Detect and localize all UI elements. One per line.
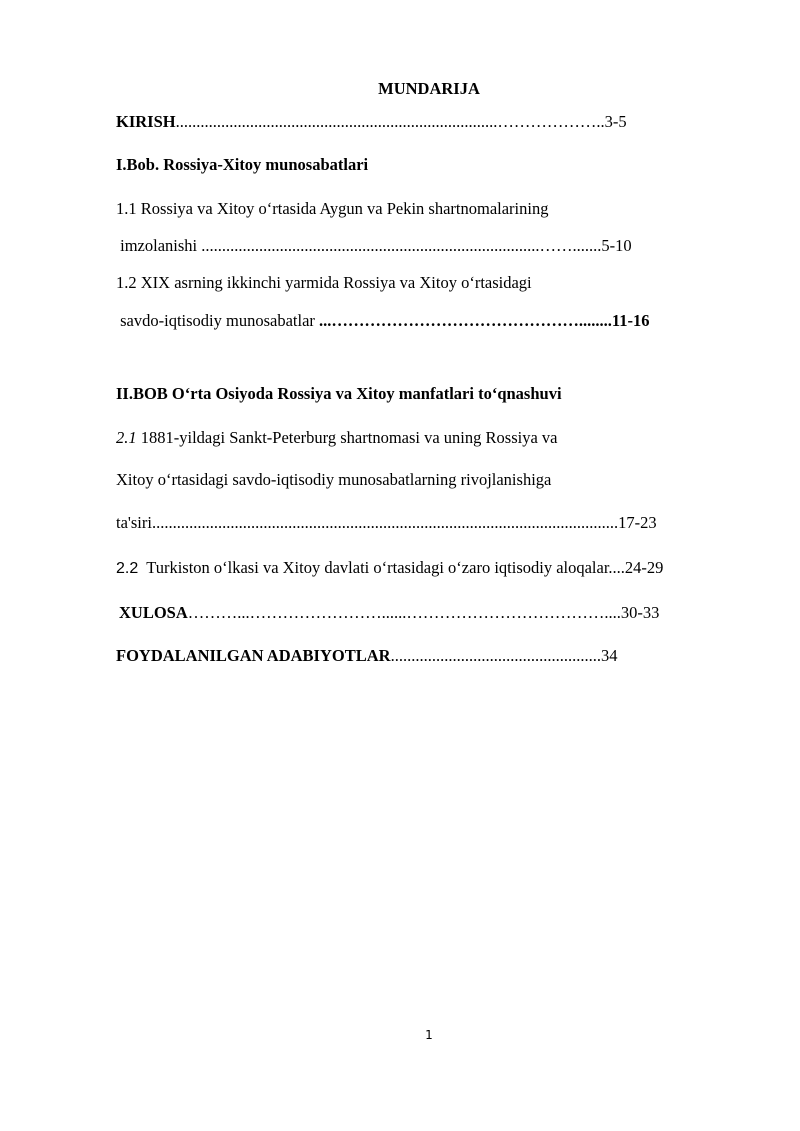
toc-entry-label: ta'siri [116,513,152,532]
toc-entry-label: XULOSA [119,603,188,622]
toc-entry-label: Turkiston o‘lkasi va Xitoy davlati o‘rtasidagi o‘zaro iqtisodiy aloqalar....24-29 [138,558,664,577]
toc-entry-2-1-line2: Xitoy o‘rtasidagi savdo-iqtisodiy munosabatlarning rivojlanishiga [116,470,552,489]
toc-entry-1-2-line1: 1.2 XIX asrning ikkinchi yarmida Rossiya va Xitoy o‘rtasidagi [116,273,532,292]
toc-entry-kirish [116,114,627,131]
toc-entry-1-1-line2 [116,238,632,255]
toc-page-range: 5-10 [601,236,632,255]
toc-entry-label: KIRISH [116,112,176,131]
page-number: 1 [425,1028,433,1042]
page-title: MUNDARIJA [378,79,480,98]
toc-page-range: 3-5 [604,112,627,131]
toc-entry-label: 1881-yildagi Sankt-Peterburg shartnomasi va uning Rossiya va [136,428,558,447]
toc-page-range: 11-16 [611,311,650,330]
toc-entry-2-1-line3 [116,515,657,532]
toc-entry-xulosa [119,605,659,622]
toc-entry-label: savdo-iqtisodiy munosabatlar [116,311,320,330]
toc-entry-label: imzolanishi [116,236,202,255]
toc-page-range: 30-33 [620,603,660,622]
toc-entry-adabiyotlar [116,648,617,665]
toc-page-range: 34 [600,646,618,665]
toc-entry-1-1-line1: 1.1 Rossiya va Xitoy o‘rtasida Aygun va Pekin shartnomalarining [116,199,549,218]
toc-entry-number: 2.1 [116,428,137,447]
toc-entry-2-2 [116,560,663,577]
toc-leader-dots: ................................................... [390,646,601,665]
toc-entry-2-1-line1 [116,430,557,447]
toc-entry-1-2-line2 [116,313,649,330]
toc-leader-dots: ..................................................................................……....... [201,236,602,255]
toc-chapter-2-heading: II.BOB O‘rta Osiyoda Rossiya va Xitoy manfatlari to‘qnashuvi [116,384,562,403]
toc-entry-label: FOYDALANILGAN ADABIYOTLAR [116,646,391,665]
toc-leader-dots: ………...……………………......……………………………….... [187,603,621,622]
toc-page-range: 17-23 [618,513,657,532]
toc-chapter-1-heading: I.Bob. Rossiya-Xitoy munosabatlari [116,155,369,174]
toc-leader-dots: ................................................................................................................. [151,513,619,532]
toc-leader-dots: ...………………………………………........ [319,311,612,330]
toc-leader-dots: ..............................................................................……………….. [175,112,605,131]
toc-entry-number: 2.2 [116,560,139,577]
